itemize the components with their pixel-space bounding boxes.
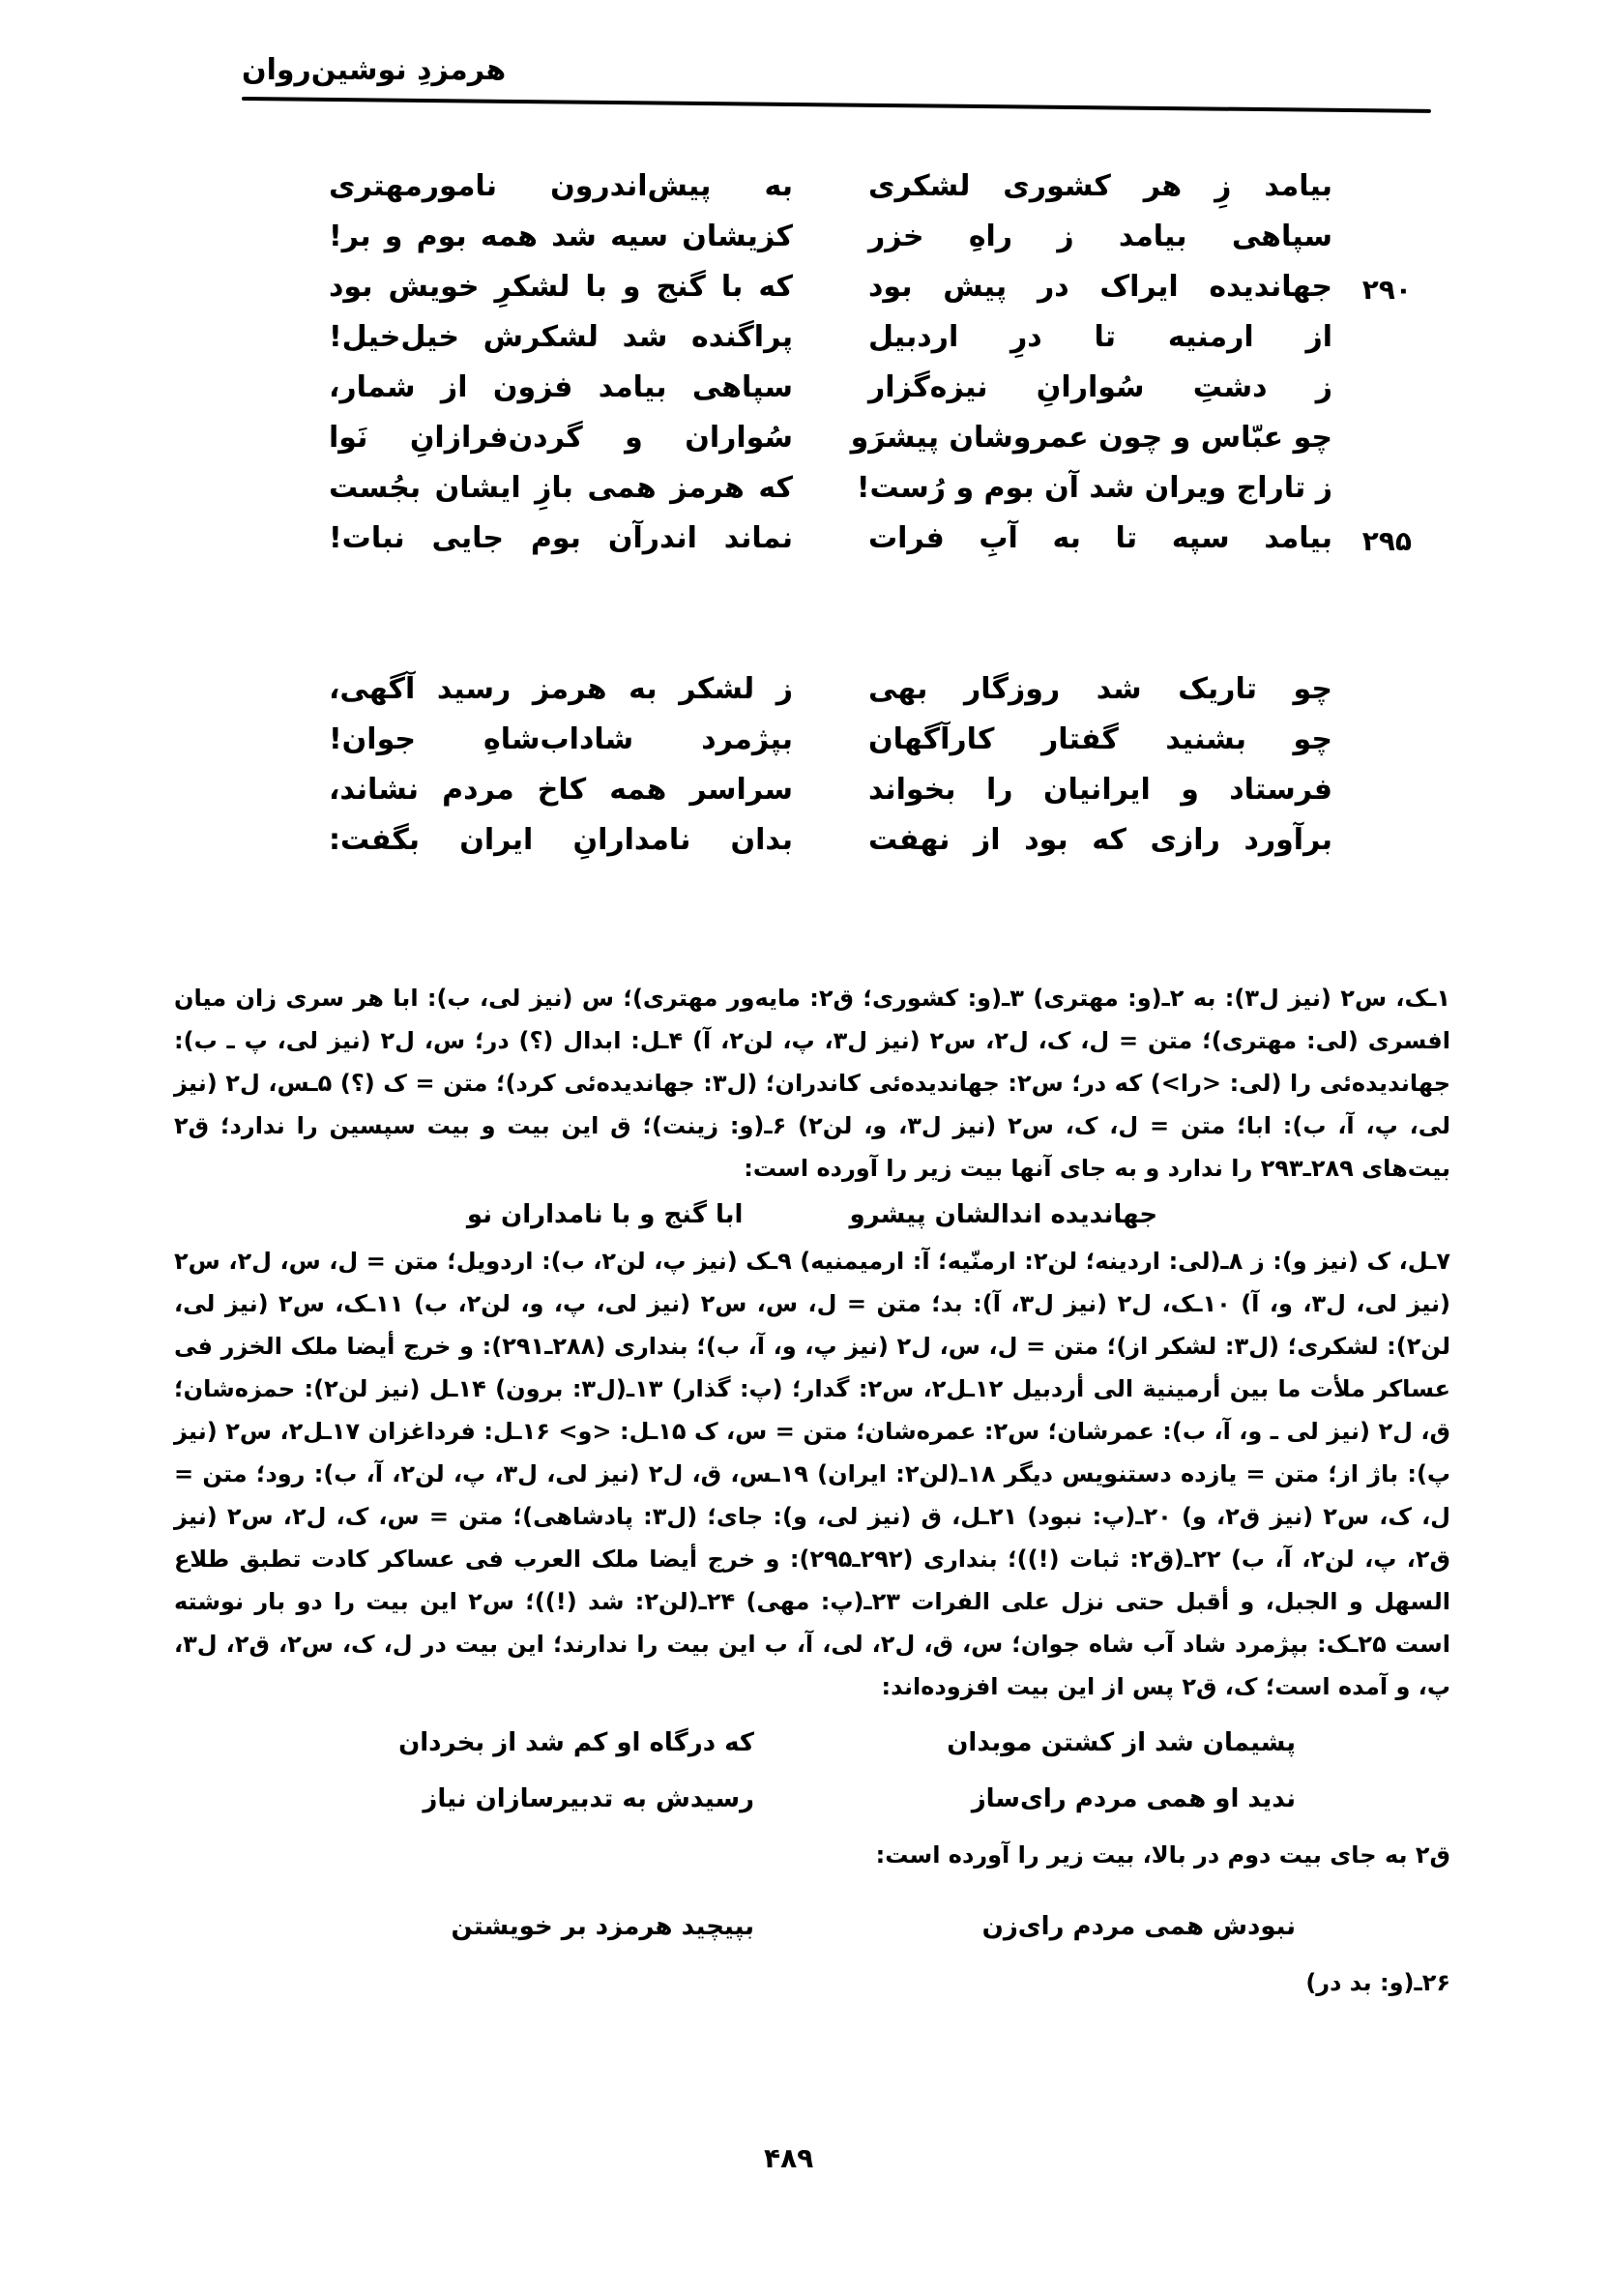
verse-line (319, 722, 1412, 773)
verse-line (319, 220, 1412, 270)
page-number: ۴۸۹ (764, 2142, 814, 2174)
quoted-hemistich-right: ندید او همی مردم رای‌ساز (971, 1784, 1296, 1813)
verse-line (319, 773, 1412, 823)
hemistich-right: بیامد سپه تا به آبِ فرات (868, 521, 1332, 555)
hemistich-right: چو بشنید گفتار کارآگهان (868, 722, 1332, 756)
quoted-verse (174, 1905, 1450, 1948)
hemistich-left: ز لشکر به هرمز رسید آگهی، (329, 672, 793, 706)
verse-line (319, 471, 1412, 521)
quoted-verse (174, 1193, 1450, 1236)
quoted-hemistich-left: بپیچید هرمزد بر خویشتن (451, 1912, 754, 1941)
hemistich-left: که هرمز همی بازِ ایشان بجُست (329, 471, 793, 505)
verse-line (319, 370, 1412, 421)
verse-line (319, 320, 1412, 370)
quoted-hemistich-left: رسیدش به تدبیرسازان نیاز (423, 1784, 754, 1813)
verse-number: ۲۹۰ (1361, 274, 1412, 306)
hemistich-left: بپژمرد شاداب‌شاهِ جوان! (329, 722, 793, 756)
verse-line (319, 672, 1412, 722)
hemistich-left: سپاهی بیامد فزون از شمار، (329, 370, 793, 404)
footnote-paragraph: ۲۶ـ(و: بد در) (1305, 1969, 1450, 1996)
hemistich-left: پراگنده شد لشکرش خیل‌خیل! (329, 320, 793, 354)
hemistich-left: به پیش‌اندرون نامورمهتری (329, 169, 793, 203)
quoted-hemistich-right: پشیمان شد از کشتن موبدان (947, 1728, 1296, 1757)
quoted-hemistich-left: که درگاه او کم شد از بخردان (398, 1728, 754, 1757)
hemistich-right: چو عبّاس و چون عمروشان پیشرَو (850, 421, 1332, 455)
hemistich-right: برآورد رازی که بود از نهفت (868, 823, 1332, 857)
hemistich-right: بیامد زِ هر کشوری لشکری (868, 169, 1332, 203)
hemistich-right: سپاهی بیامد ز راهِ خزر (868, 220, 1332, 253)
hemistich-left: سُواران و گردن‌فرازانِ نَوا (329, 421, 793, 455)
hemistich-right: ز تاراج ویران شد آن بوم و رُست! (856, 471, 1332, 505)
footnote-paragraph: ۱ـک، س۲ (نیز ل۳): به ۲ـ(و: مهتری) ۳ـ(و: کشوری؛ ق۲: مایه‌ور مهتری)؛ س (نیز لی، ب): ابا هر سری زان میان افسری (لی: مهتری)؛ متن = ل، ک، ل۲، س۲ (نیز ل۳، پ، لن۲، آ) ۴ـل: ابدال (؟) در؛ س، ل۲ (نیز لی، پ ـ ب): جهاندیده‌ئی را (لی: <را>) که در؛ س۲: جهاندیده‌ئی کاندران؛ (ل۳: جهاندیده‌ئی کرد)؛ متن = ک (؟) ۵ـس، ل۲ (نیز لی، پ، آ، ب): ابا؛ متن = ل، ک، س۲ (نیز ل۳، و، لن۲) ۶ـ(و: زینت)؛ ق این بیت و بیت سپسین را ندارد؛ ق۲ بیت‌های ۲۸۹ـ۲۹۳ را ندارد و به جای آنها بیت زیر را آورده است: (174, 985, 1451, 1182)
verse-line (319, 521, 1412, 572)
hemistich-left: سراسر همه کاخ مردم نشاند، (329, 773, 793, 807)
quoted-verse (174, 1722, 1450, 1764)
quoted-verse (174, 1778, 1450, 1820)
verse-line (319, 169, 1412, 220)
verse-block-1 (319, 169, 1412, 572)
running-header: هرمزدِ نوشین‌روان (242, 53, 507, 87)
footnote-paragraph: ۷ـل، ک (نیز و): ز ۸ـ(لی: اردینه؛ لن۲: ارمنّیه؛ آ: ارمیمنیه) ۹ـک (نیز پ، لن۲، ب): اردویل؛ متن = ل، س، ل۲، س۲ (نیز لی، ل۳، و، آ) ۱۰ـک، ل۲ (نیز ل۳، آ): بد؛ متن = ل، س، س۲ (نیز لی، پ، و، لن۲، ب) ۱۱ـک، س۲ (نیز لی، لن۲): لشکری؛ (ل۳: لشکر از)؛ متن = ل، س، ل۲ (نیز پ، و، آ، ب)؛ بنداری (۲۸۸ـ۲۹۱): و خرج أیضا ملک الخزر فی عساکر ملأت ما بین أرمینیة الی أردبیل ۱۲ـل۲، س۲: گدار؛ (پ: گذار) ۱۳ـ(ل۳: برون) ۱۴ـل (نیز لن۲): حمزه‌شان؛ ق، ل۲ (نیز لی ـ و، آ، ب): عمرشان؛ س۲: عمره‌شان؛ متن = س، ک ۱۵ـل: <و> ۱۶ـل: فرداغزان ۱۷ـل۲، س۲ (نیز پ): باژ از؛ متن = یازده دستنویس دیگر ۱۸ـ(لن۲: ایران) ۱۹ـس، ق، ل۲ (نیز لی، ل۳، پ، لن۲، آ، ب): رود؛ متن = ل، ک، س۲ (نیز ق۲، و) ۲۰ـ(پ: نبود) ۲۱ـل، ق (نیز لی، و): جای؛ (ل۳: پادشاهی)؛ متن = س، ک، ل۲، س۲ (نیز ق۲، پ، لن۲، آ، ب) ۲۲ـ(ق۲: ثبات (!))؛ بنداری (۲۹۲ـ۲۹۵): و خرج أیضا ملک العرب فی عساکر کادت تطبق طلاع السهل و الجبل، و أقبل حتی نزل علی الفرات ۲۳ـ(پ: مهی) ۲۴ـ(لن۲: شد (!))؛ س۲ این بیت را دو بار نوشته است ۲۵ـک: بپژمرد شاد آب شاه جوان؛ س، ق، ل۲، لی، آ، ب این بیت را ندارند؛ این بیت در ل، ک، س۲، ق۲، ل۳، پ، و آمده است؛ ک، ق۲ پس از این بیت افزوده‌اند: (174, 1248, 1451, 1700)
hemistich-right: ز دشتِ سُوارانِ نیزه‌گزار (868, 370, 1332, 404)
header-rule (242, 97, 1431, 113)
hemistich-right: فرستاد و ایرانیان را بخواند (868, 773, 1332, 807)
verse-line (319, 270, 1412, 320)
hemistich-right: از ارمنیه تا درِ اردبیل (868, 320, 1332, 354)
hemistich-right: جهاندیده ایراک در پیش بود (868, 270, 1332, 304)
hemistich-left: کزیشان سیه شد همه بوم و بر! (329, 220, 793, 253)
quoted-hemistich-right: نبودش همی مردم رای‌زن (981, 1912, 1296, 1941)
verse-line (319, 823, 1412, 873)
verse-line (319, 421, 1412, 471)
quoted-hemistich-right: جهاندیده اندالشان پیشرو (849, 1200, 1158, 1229)
quoted-hemistich-left: ابا گنج و با نامداران نو (466, 1200, 744, 1229)
hemistich-left: بدان نامدارانِ ایران بگفت: (329, 823, 793, 857)
hemistich-right: چو تاریک شد روزگار بهی (868, 672, 1332, 706)
verse-number: ۲۹۵ (1361, 525, 1412, 557)
verse-block-2 (319, 672, 1412, 873)
hemistich-left: نماند اندرآن بوم جایی نبات! (329, 521, 793, 555)
hemistich-left: که با گنج و با لشکرِ خویش بود (329, 270, 793, 304)
footnote-paragraph: ق۲ به جای بیت دوم در بالا، بیت زیر را آورده است: (875, 1841, 1450, 1869)
footnotes (174, 977, 1450, 2004)
